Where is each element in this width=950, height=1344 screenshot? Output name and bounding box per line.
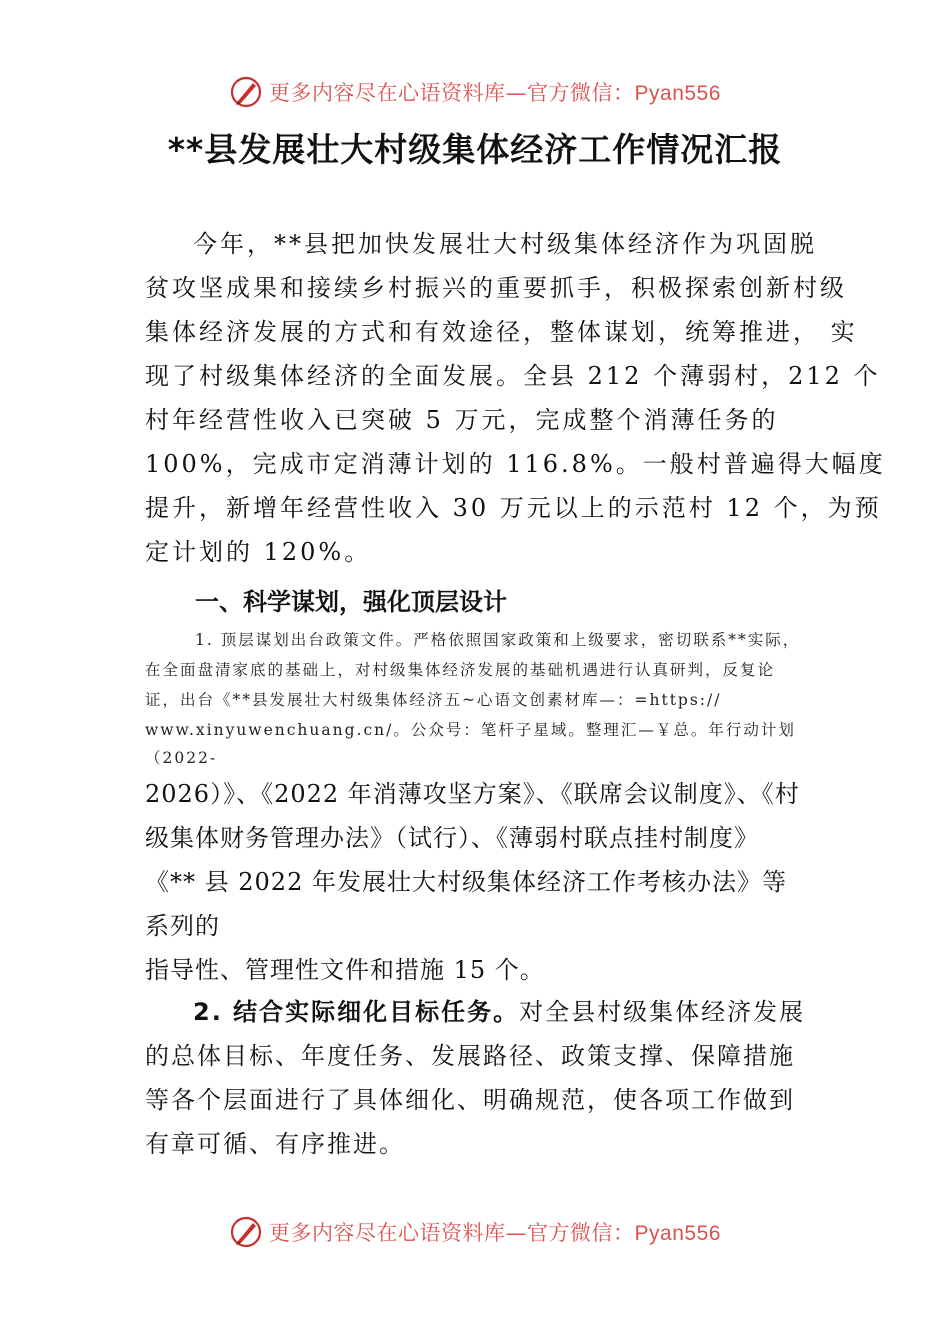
item2-first-rest: 对全县村级集体经济发展: [519, 998, 806, 1026]
item1-small-line: （2022-: [145, 749, 218, 767]
intro-line: 集体经济发展的方式和有效途径，整体谋划，统筹推进， 实: [145, 318, 858, 346]
banner-text: [269, 77, 721, 107]
banner-label: 更多内容尽在心语资料库—官方微信：: [269, 1221, 635, 1245]
item2-lead: 2. 结合实际细化目标任务。: [193, 998, 520, 1026]
banner-label: 更多内容尽在心语资料库—官方微信：: [269, 81, 635, 105]
item1-line: 级集体财务管理办法》（试行）、《薄弱村联点挂村制度》: [145, 824, 759, 852]
item1-small-line: 在全面盘清家底的基础上，对村级集体经济发展的基础机遇进行认真研判，反复论: [145, 661, 776, 679]
item2-line: 有章可循、有序推进。: [145, 1130, 405, 1158]
item1-line: 指导性、管理性文件和措施 15 个。: [145, 956, 545, 984]
banner-text: [269, 1217, 721, 1247]
intro-line: 贫攻坚成果和接续乡村振兴的重要抓手，积极探索创新村级: [145, 274, 847, 302]
quill-pen-icon: [229, 1215, 263, 1249]
item1-line: 《** 县 2022 年发展壮大村级集体经济工作考核办法》等: [145, 868, 787, 896]
item1-small-line: 证，出台《**县发展壮大村级集体经济五~心语文创素材库—：=https://: [145, 691, 722, 709]
item1-small-line: www.xinyuwenchuang.cn/。公众号：笔杆子星域。整理汇—￥总。年行动计划: [145, 721, 796, 739]
intro-line: 现了村级集体经济的全面发展。全县 212 个薄弱村，212 个: [145, 362, 881, 390]
intro-line: 今年，**县把加快发展壮大村级集体经济作为巩固脱: [193, 230, 817, 258]
item1-small-line: 1. 顶层谋划出台政策文件。严格依照国家政策和上级要求，密切联系**实际，: [195, 631, 801, 649]
intro-line: 村年经营性收入已突破 5 万元，完成整个消薄任务的: [145, 406, 779, 434]
item2-line: 等各个层面进行了具体细化、明确规范，使各项工作做到: [145, 1086, 795, 1114]
section-heading: 一、科学谋划，强化顶层设计: [195, 588, 507, 616]
banner-wechat-id: Pyan556: [634, 82, 721, 105]
intro-paragraph: [145, 222, 886, 574]
intro-line: 提升，新增年经营性收入 30 万元以上的示范村 12 个，为预: [145, 494, 882, 522]
footer-banner: [0, 1212, 950, 1252]
item2-first-line: [193, 990, 805, 1034]
header-banner: [0, 72, 950, 112]
item2-line: 的总体目标、年度任务、发展路径、政策支撑、保障措施: [145, 1042, 795, 1070]
item1-small-block: [145, 628, 805, 768]
quill-pen-icon: [229, 75, 263, 109]
item1-text-block: [145, 772, 825, 992]
banner-wechat-id: Pyan556: [634, 1222, 721, 1245]
item1-line: 2026）》、《2022 年消薄攻坚方案》、《联席会议制度》、《村: [145, 780, 800, 808]
item1-line: 系列的: [145, 912, 220, 940]
page-title: **县发展壮大村级集体经济工作情况汇报: [167, 130, 783, 169]
intro-line: 定计划的 120%。: [145, 538, 372, 566]
intro-line: 100%，完成市定消薄计划的 116.8%。一般村普遍得大幅度: [145, 450, 886, 478]
item2-text-block: [145, 990, 825, 1166]
